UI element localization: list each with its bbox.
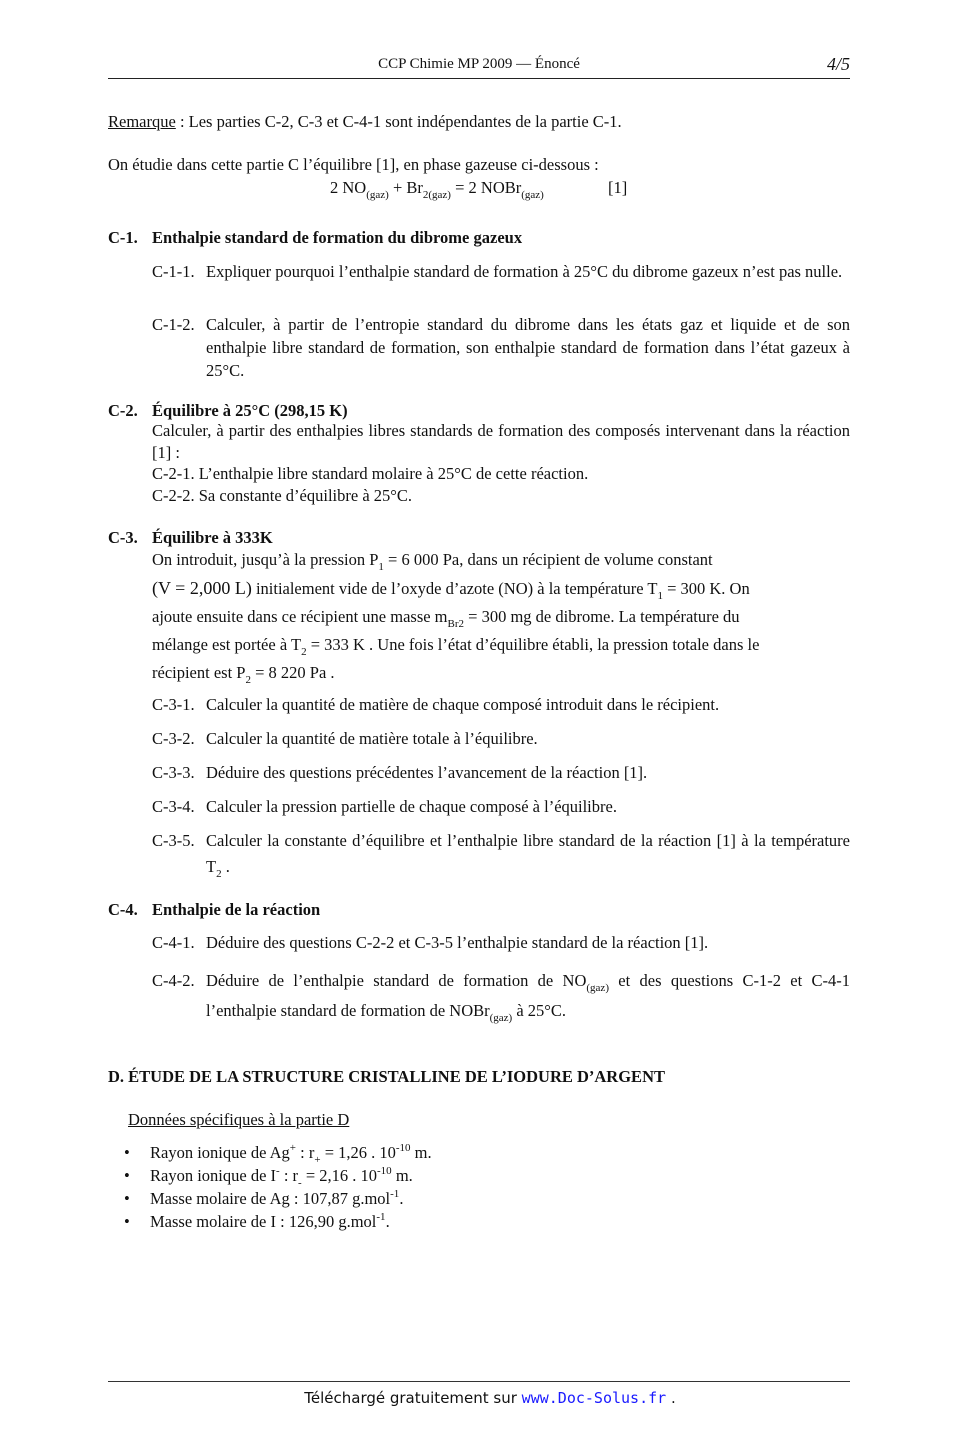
list-item: • Masse molaire de Ag : 107,87 g.mol$^{-1}$. [124, 1187, 432, 1210]
section-c4-heading: C-4. Enthalpie de la réaction [108, 900, 321, 919]
footer-divider [108, 1381, 850, 1382]
data-list [124, 1141, 432, 1233]
question-c-3-5: C-3-5. Calculer la constante d’équilibre et l’enthalpie libre standard de la réaction [1] à la température $T_2$ . [152, 831, 850, 880]
site-link[interactable]: www.Doc-Solus.fr [521, 1389, 667, 1407]
question-c-3-2: C-3-2. Calculer la quantité de matière totale à l’équilibre. [152, 729, 538, 748]
reaction-equation: 2 $NO_{(gaz)} + Br_{2(gaz)} = 2$ NOBr$_{(gaz)}$ [330, 178, 544, 201]
header-title: CCP Chimie MP 2009 — Énoncé [378, 56, 580, 72]
page-footer: Téléchargé gratuitement sur www.Doc-Solus.fr . [304, 1389, 676, 1407]
question-c-2-1: C-2-1. L’enthalpie libre standard molaire à 25°C de cette réaction. [152, 464, 589, 483]
list-item: • Rayon ionique de Ag+ : $r_+ = 1,26$ . $10^{-10}$ m. [124, 1141, 432, 1164]
section-c2-heading: C-2. Équilibre à 25°C (298,15 K) [108, 401, 348, 420]
question-c-2-2: C-2-2. Sa constante d’équilibre à 25°C. [152, 486, 412, 505]
question-c-3-1: C-3-1. Calculer la quantité de matière de chaque composé introduit dans le récipient. [152, 695, 720, 714]
section-c3-heading: C-3. Équilibre à 333K [108, 528, 273, 547]
list-item: • Masse molaire de I : 126,90 g.mol$^{-1}$. [124, 1210, 432, 1233]
section-d-heading: D. ÉTUDE DE LA STRUCTURE CRISTALLINE DE L’IODURE D’ARGENT [108, 1067, 665, 1086]
c3-paragraph: On introduit, jusqu’à la pression $P_1 = 6$ 000 Pa, dans un récipient de volume constant (V = 2,000 L) initialement vide de l’oxyde d’azote (NO) à la température $T_1 = 300$ K. On ajoute ensuite dans ce récipient une masse $m_{Br2} = 300$ mg de dibrome. La température du mélange est portée à $T_2 = 333$ K . Une fois l’état d’équilibre établi, la pression totale dans le récipient est $P_2 = 8$ 220 Pa . [152, 550, 760, 686]
remark-text: : Les parties C-2, C-3 et C-4-1 sont indépendantes de la partie C-1. [175, 112, 622, 131]
list-item: • Rayon ionique de I- : $r_- = 2,16$ . $10^{-10}$ m. [124, 1164, 432, 1187]
question-c-3-4: C-3-4. Calculer la pression partielle de chaque composé à l’équilibre. [152, 797, 617, 816]
question-c-1-1: C-1-1. Expliquer pourquoi l’enthalpie standard de formation à 25°C du dibrome gazeux n’est pas nulle. [152, 262, 843, 281]
c2-intro: Calculer, à partir des enthalpies libres standards de formation des composés intervenant dans la réaction [1] : [152, 421, 850, 462]
question-c-4-1: C-4-1. Déduire des questions C-2-2 et C-3-5 l’enthalpie standard de la réaction [1]. [152, 933, 709, 952]
remark-label: Remarque [108, 112, 176, 131]
page-number: 4/5 [826, 54, 850, 74]
remark [108, 111, 850, 133]
section-d-subtitle: Données spécifiques à la partie D [128, 1110, 350, 1129]
equation-tag: [1] [608, 178, 628, 197]
question-c-4-2: C-4-2. Déduire de l’enthalpie standard de formation de $NO_{(gaz)}$ et des questions C-1-2 et C-4-1 l’enthalpie standard de formation de NOBr$_{(gaz)}$ à 25°C. [152, 971, 850, 1024]
section-c1-heading: C-1. Enthalpie standard de formation du dibrome gazeux [108, 228, 523, 247]
question-c-3-3: C-3-3. Déduire des questions précédentes l’avancement de la réaction [1]. [152, 763, 648, 782]
question-c-1-2: C-1-2. Calculer, à partir de l’entropie standard du dibrome dans les états gaz et liquide et de son enthalpie libre standard de formation, son enthalpie standard de formation dans l’état gazeux à 25°C. [152, 315, 850, 380]
page-header [108, 54, 850, 79]
intro-text: On étudie dans cette partie C l’équilibre [1], en phase gazeuse ci-dessous : [108, 155, 599, 174]
